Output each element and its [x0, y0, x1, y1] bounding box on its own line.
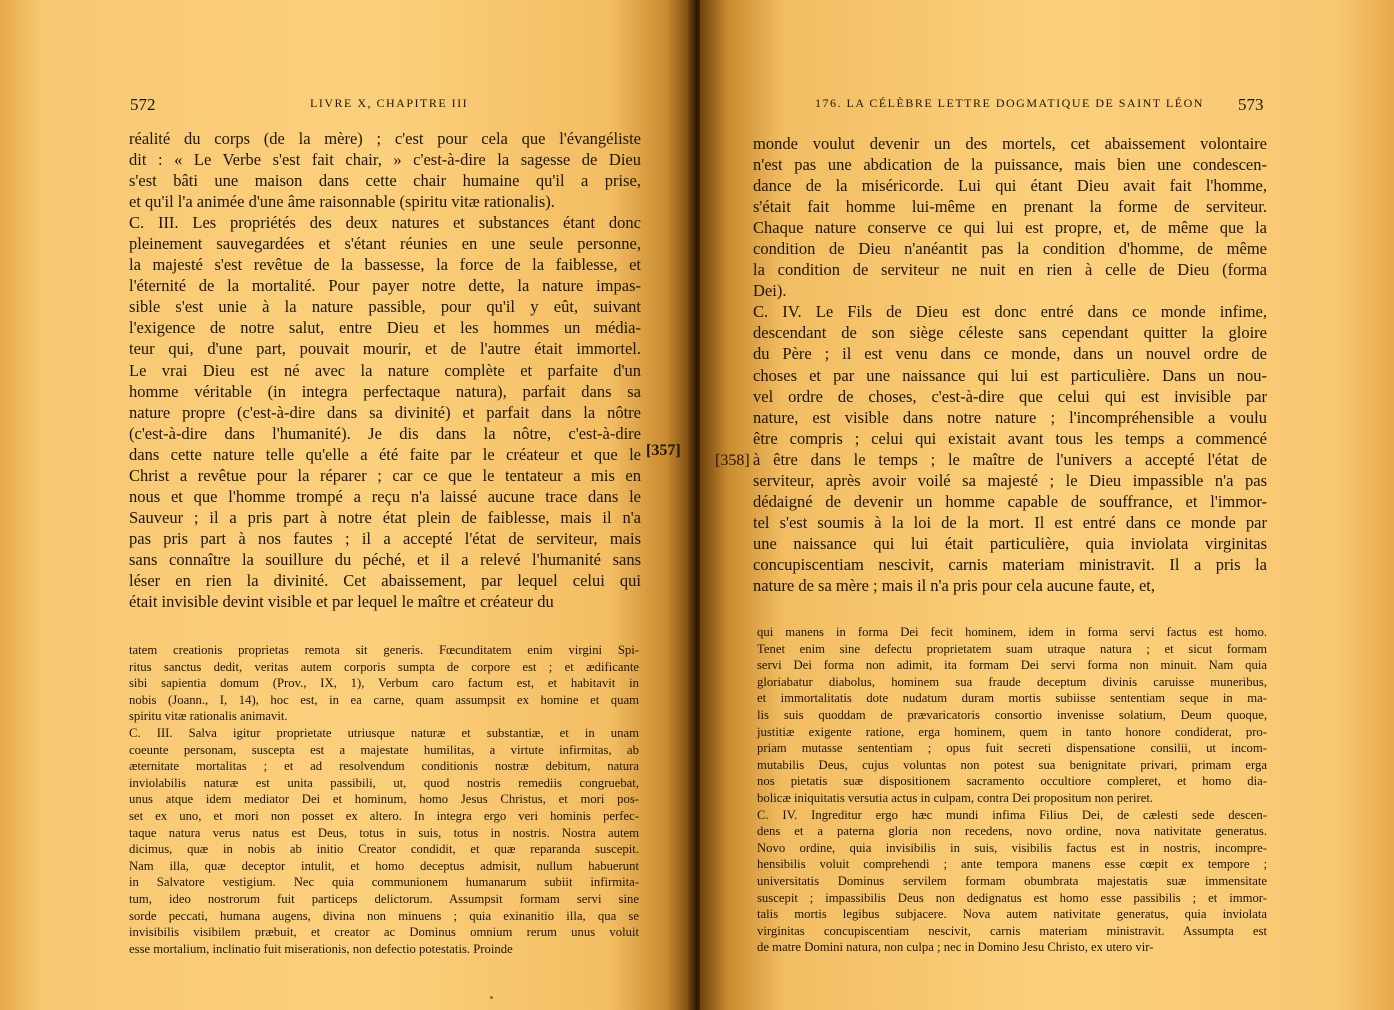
text-line: à être dans le temps ; le maître de l'univers a accepté l'état de: [753, 449, 1267, 469]
text-line: nos pietatis suæ dispositionem sacramento occultiore compleret, et homo dia-: [757, 774, 1267, 789]
text-line: servi Dei forma non adimit, ita formam Dei servi forma non minuit. Nam quia: [757, 658, 1267, 673]
text-line: nature, est visible dans notre nature ; l'incompréhensible a voulu: [753, 407, 1267, 427]
text-line: inviolabilis naturæ est unita passibili, ut, quod nostris remediis congruebat,: [129, 775, 639, 790]
text-line: dens et a paterna gloria non recedens, novo ordine, nova nativitate generatus.: [757, 824, 1267, 839]
text-line: (c'est-à-dire dans l'humanité). Je dis dans la nôtre, c'est-à-dire: [129, 423, 641, 443]
text-line: dicimus, quæ in nobis ab initio Creator condidit, et quæ reparanda suscepit.: [129, 842, 639, 857]
text-line: la condition de serviteur ne nuit en rien à celle de Dieu (forma: [753, 260, 1267, 280]
right-footnotes: [757, 624, 1267, 956]
text-line: réalité du corps (de la mère) ; c'est pour cela que l'évangéliste: [129, 129, 641, 148]
text-line: de matre Domini natura, non culpa ; nec in Domino Jesu Christo, ex utero vir-: [757, 940, 1154, 955]
text-line: l'exigence de notre salut, entre Dieu et les hommes un média-: [129, 318, 641, 338]
text-line: sible s'est unie à la nature passible, pour qu'il y eût, suivant: [129, 297, 641, 317]
text-line: dédaigné de devenir un homme capable de souffrance, et l'immor-: [753, 491, 1267, 511]
text-line: la majesté s'est revêtue de la bassesse, la force de la faiblesse, et: [129, 255, 641, 275]
text-line: dit : « Le Verbe s'est fait chair, » c'est-à-dire la sagesse de Dieu: [129, 150, 641, 170]
text-line: bolicæ iniquitatis versutia actus in culpam, contra Dei propositum non periret.: [757, 790, 1154, 805]
text-line: tatem creationis proprietas remota sit generis. Fœcunditatem enim virgini Spi-: [129, 643, 639, 657]
text-line: homme véritable (in integra perfectaque natura), parfait dans sa: [129, 381, 641, 401]
running-head-left: LIVRE X, CHAPITRE III: [310, 96, 469, 110]
text-line: Sauveur ; il a pris part à notre état plein de faiblesse, mais il n'a: [129, 507, 641, 527]
text-line: priam mutasse sententiam ; opus fuit secreti dispensatione consilii, ut incom-: [757, 741, 1267, 756]
text-line: condition de Dieu n'anéantit pas la condition d'homme, de même: [753, 239, 1267, 259]
text-line: nature propre (c'est-à-dire dans sa divinité) et parfait dans la nôtre: [129, 402, 641, 422]
text-line: sans connaître la souillure du péché, et il a relevé l'humanité sans: [129, 549, 641, 569]
text-line: C. III. Salva igitur proprietate utriusque naturæ et substantiæ, et in unam: [129, 725, 639, 740]
text-line: être compris ; celui qui existait avant tous les temps a commencé: [753, 428, 1267, 448]
text-line: C. IV. Le Fils de Dieu est donc entré dans ce monde infime,: [753, 302, 1267, 322]
text-line: nobis (Joann., I, 14), hoc est, in ea carne, quam assumpsit ex homine et quam: [129, 692, 639, 707]
text-line: lis suis quoddam de prævaricatoris consortio invenisse solatium, Deum quoque,: [757, 707, 1267, 722]
text-line: léser en rien la divinité. Cet abaissement, par lequel celui qui: [129, 570, 641, 590]
text-line: nous et que l'homme trompé a reçu n'a laissé aucune trace dans le: [129, 486, 641, 506]
text-line: s'est bâti une maison dans cette chair humaine qu'il a prise,: [129, 171, 641, 191]
text-line: sorde peccati, humana augens, divina non minuens ; quia exinanitio illa, qua se: [129, 908, 639, 923]
text-line: Tenet enim sine defectu proprietatem suam utraque natura ; et sicut formam: [757, 641, 1267, 656]
text-line: Dei).: [753, 281, 787, 301]
text-line: gloriabatur diabolus, hominem sua fraude deceptum divinis caruisse muneribus,: [757, 674, 1267, 689]
text-line: taque natura verus natus est Deus, totus in suis, totus in nostris. Nostra autem: [129, 825, 639, 840]
text-line: suscepit ; impassibilis Deus non dedignatus est homo esse passibilis ; et immor-: [757, 890, 1267, 905]
text-line: s'était fait homme lui-même en prenant la forme de serviteur.: [753, 197, 1267, 217]
text-line: C. III. Les propriétés des deux natures et substances étant donc: [129, 213, 641, 233]
text-line: tum, ideo nostrorum fuit particeps delictorum. Assumpsit formam servi sine: [129, 891, 639, 906]
text-line: sibi sapientia domum (Prov., IX, 1), Verbum caro factum est, et habitavit in: [129, 676, 639, 691]
text-line: choses et par une naissance qui lui est particulière. Dans un nou-: [753, 365, 1267, 385]
text-line: Nam illa, quæ deceptor intulit, et homo deceptus admisit, nullum habuerunt: [129, 858, 639, 873]
margin-marker-358: [358]: [715, 452, 750, 469]
running-head-right: 176. LA CÉLÈBRE LETTRE DOGMATIQUE DE SAINT LÉON: [815, 96, 1204, 110]
text-line: universitatis Dominus servilem formam obumbrata majestatis suæ immensitate: [757, 873, 1267, 888]
margin-marker-357: [357]: [646, 442, 681, 459]
left-footnotes: [129, 642, 639, 957]
text-line: et immortalitatis dote nudatum duram mortis subiisse sententiam seque in ma-: [757, 691, 1267, 706]
text-line: une naissance qui lui était particulière, quia inviolata virginitas: [753, 533, 1267, 553]
text-line: spiritu vitæ rationalis animavit.: [129, 709, 288, 724]
left-body-text: [129, 128, 641, 612]
text-line: concupiscentiam nescivit, carnis materiam ministravit. Il a pris la: [753, 554, 1267, 574]
text-line: Chaque nature conserve ce qui lui est propre, et, de même que la: [753, 218, 1267, 238]
right-body-text: [753, 133, 1267, 596]
text-line: mutabilis Deus, cujus voluntas non potest sua benignitate privari, primam erga: [757, 757, 1267, 772]
text-line: tel s'est soumis à la loi de la mort. Il est entré dans ce monde par: [753, 512, 1267, 532]
text-line: coeunte personam, suscepta est a majestate humilitas, a virtute infirmitas, ab: [129, 742, 639, 757]
text-line: vel ordre de choses, c'est-à-dire que celui qui est invisible par: [753, 386, 1267, 406]
text-line: ritus sanctus dedit, veritas autem corporis sumpta de corpore est ; et ædificante: [129, 659, 639, 674]
text-line: et qu'il l'a animée d'une âme raisonnable (spiritu vitæ rationalis).: [129, 192, 555, 212]
page-number-left: 572: [130, 95, 156, 114]
text-line: C. IV. Ingreditur ergo hæc mundi infima Filius Dei, de cælesti sede descen-: [757, 807, 1267, 822]
text-line: Le vrai Dieu est né avec la nature complète et parfaite d'un: [129, 360, 641, 380]
text-line: in Salvatore vestigium. Nec quia communionem humanarum subiit infirmita-: [129, 875, 639, 890]
text-line: unus atque idem mediator Dei et hominum, homo Jesus Christus, et mori pos-: [129, 792, 639, 807]
text-line: nature de sa mère ; mais il n'a pris pour cela aucune faute, et,: [753, 575, 1156, 595]
text-line: n'est pas une abdication de la puissance, mais bien une condescen-: [753, 155, 1267, 175]
text-line: descendant de son siège céleste sans cependant quitter la gloire: [753, 323, 1267, 343]
text-line: l'éternité de la mortalité. Pour payer notre dette, la nature impas-: [129, 276, 641, 296]
text-line: virginitas concupiscentiam nescivit, carnis materiam ministravit. Assumpta est: [757, 923, 1267, 938]
text-line: monde voulut devenir un des mortels, cet abaissement volontaire: [753, 134, 1267, 153]
left-page: [0, 0, 694, 1010]
text-line: qui manens in forma Dei fecit hominem, idem in forma servi factus est homo.: [757, 625, 1267, 639]
text-line: pleinement sauvegardées et s'étant réunies en une seule personne,: [129, 234, 641, 254]
text-line: pas pris part à nos fautes ; il a accepté l'état de serviteur, mais: [129, 528, 641, 548]
text-line: justitiæ exigente ratione, erga hominem, quem in tanto honore condiderat, pro-: [757, 724, 1267, 739]
text-line: était invisible devint visible et par lequel le maître et créateur du: [129, 592, 554, 612]
page-number-right: 573: [1238, 95, 1264, 114]
paper-speck: [490, 996, 493, 999]
text-line: Christ a revêtue pour la réparer ; car ce que le tentateur a mis en: [129, 465, 641, 485]
text-line: dans cette nature telle qu'elle a été faite par le créateur et que le: [129, 444, 641, 464]
text-line: serviteur, après avoir voilé sa majesté ; le Dieu impassible n'a pas: [753, 470, 1267, 490]
text-line: du Père ; il est venu dans ce monde, dans un nouvel ordre de: [753, 344, 1267, 364]
text-line: Novo ordine, quia invisibilis in suis, visibilis factus est in nostris, incompre-: [757, 840, 1267, 855]
text-line: æternitate mortalitas ; et ad resolvendum conditionis nostræ debitum, natura: [129, 759, 639, 774]
text-line: invisibilis visibilem præbuit, et creator ac Dominus omnium rerum unus voluit: [129, 925, 639, 940]
text-line: set ex uno, et mori non posset ex altero. In integra ergo veri hominis perfec-: [129, 808, 639, 823]
text-line: dance de la miséricorde. Lui qui étant Dieu avait fait l'homme,: [753, 176, 1267, 196]
text-line: talis mortis legibus subjacere. Nova autem nativitate generatus, quia inviolata: [757, 907, 1267, 922]
text-line: teur qui, d'une part, pouvait mourir, et de l'autre était immortel.: [129, 339, 641, 359]
text-line: esse mortalium, inclinatio fuit miserationis, non defectio potestatis. Proinde: [129, 941, 513, 956]
right-page: [700, 0, 1394, 1010]
text-line: hensibilis voluit comprehendi ; ante tempora manens esse cœpit ex tempore ;: [757, 857, 1267, 872]
